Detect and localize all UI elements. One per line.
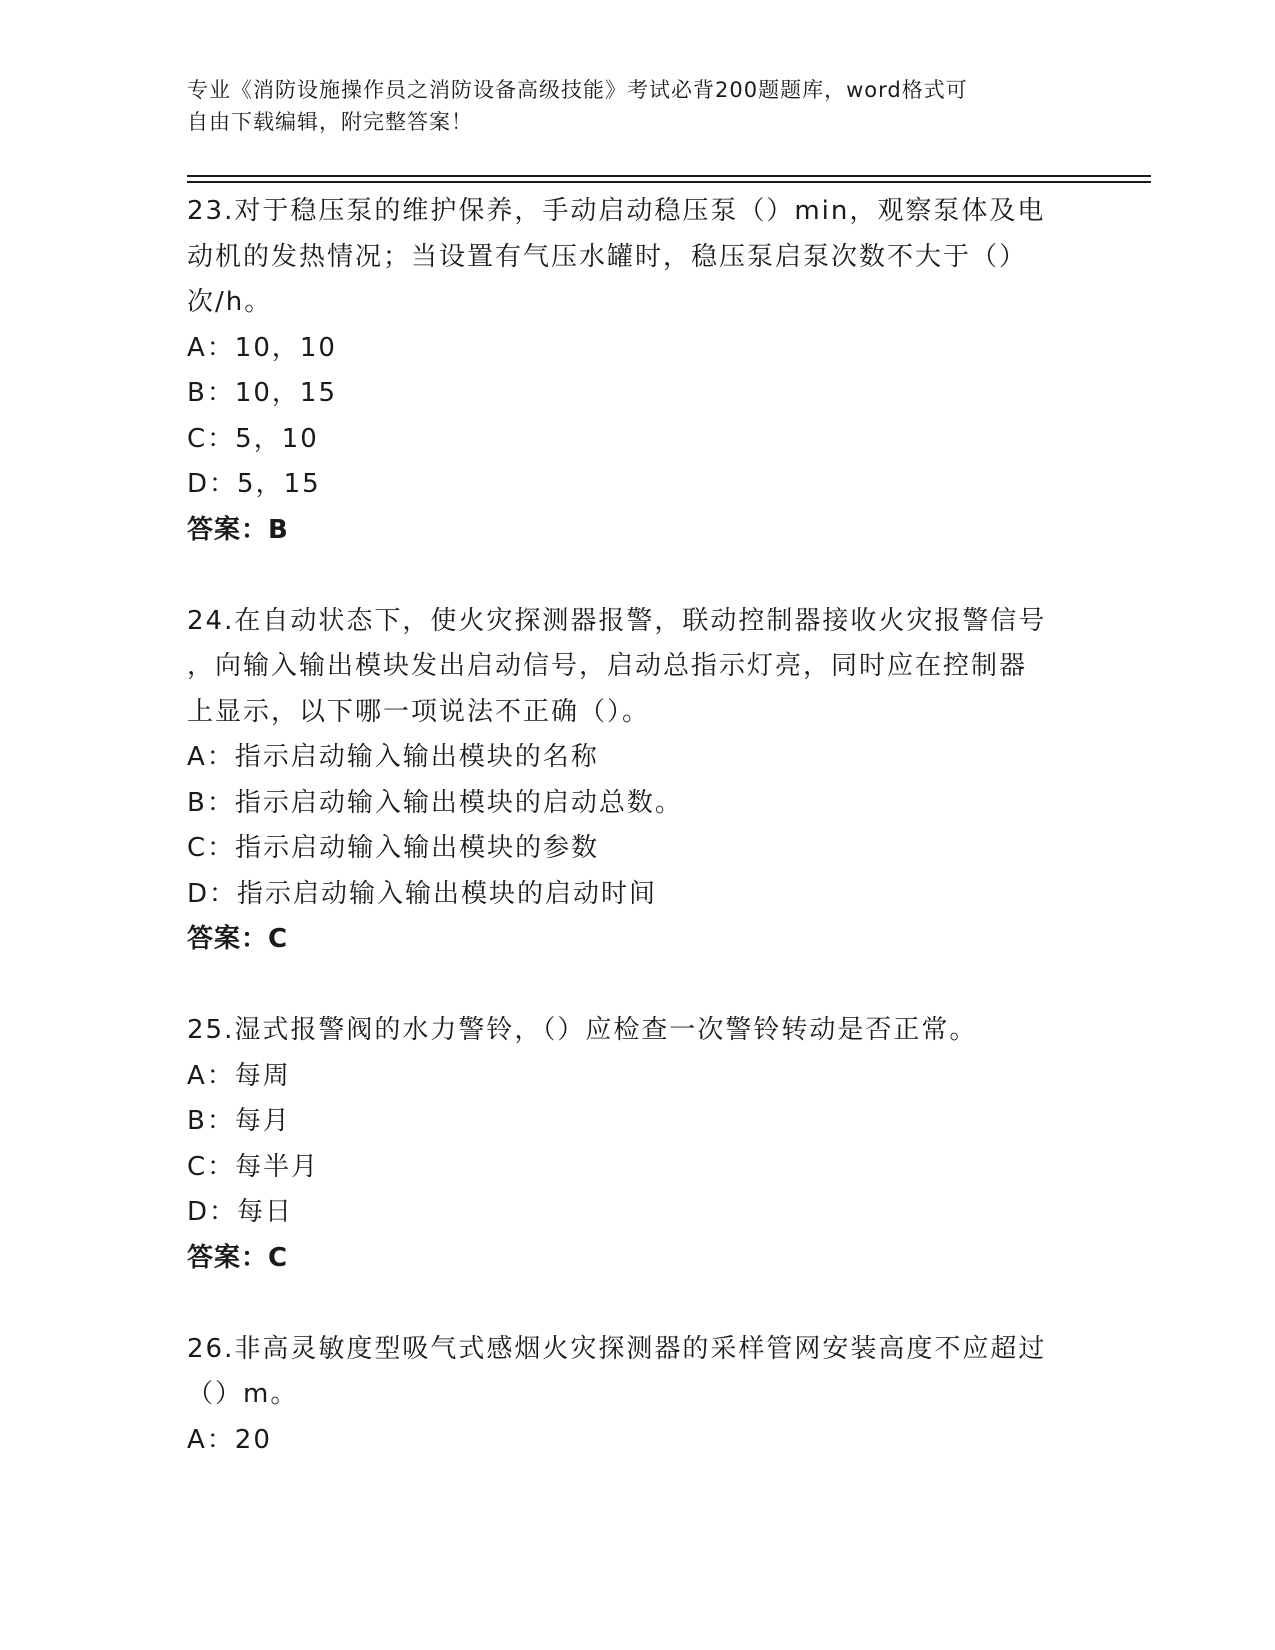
header-line-2: 自由下载编辑，附完整答案！ xyxy=(187,110,473,134)
option-d: D：5，15 xyxy=(187,469,321,499)
question-spacer xyxy=(187,553,1087,599)
document-header xyxy=(187,74,1067,138)
option-d: D：指示启动输入输出模块的启动时间 xyxy=(187,878,658,909)
question-24 xyxy=(187,599,1087,963)
option-c: C：5，10 xyxy=(187,423,319,454)
question-text-line: 动机的发热情况；当设置有气压水罐时，稳压泵启泵次数不大于（） xyxy=(187,241,1028,272)
question-text-line: （）m。 xyxy=(187,1379,299,1409)
question-list xyxy=(187,189,1087,1463)
header-line-1: 专业《消防设施操作员之消防设备高级技能》考试必背200题题库，word格式可 xyxy=(187,78,968,102)
option-d: D：每日 xyxy=(187,1197,294,1227)
question-text-line: 24.在自动状态下，使火灾探测器报警，联动控制器接收火灾报警信号 xyxy=(187,605,1047,636)
question-25 xyxy=(187,1008,1087,1281)
option-a: A：指示启动输入输出模块的名称 xyxy=(187,742,599,772)
option-c: C：指示启动输入输出模块的参数 xyxy=(187,833,600,863)
question-text-line: 上显示，以下哪一项说法不正确（）。 xyxy=(187,696,651,727)
question-text-line: 23.对于稳压泵的维护保养，手动启动稳压泵（）min，观察泵体及电 xyxy=(187,196,1046,226)
header-divider-bottom xyxy=(187,181,1151,183)
option-a: A：20 xyxy=(187,1424,272,1455)
question-text-line: ，向输入输出模块发出启动信号，启动总指示灯亮，同时应在控制器 xyxy=(187,651,1028,681)
question-spacer xyxy=(187,1281,1087,1327)
option-a: A：每周 xyxy=(187,1060,291,1091)
option-b: B：指示启动输入输出模块的启动总数。 xyxy=(187,787,683,818)
question-text-line: 次/h。 xyxy=(187,287,273,317)
question-23 xyxy=(187,189,1087,553)
question-text-line: 26.非高灵敏度型吸气式感烟火灾探测器的采样管网安装高度不应超过 xyxy=(187,1333,1047,1364)
option-b: B：10，15 xyxy=(187,378,338,408)
answer-line: 答案：C xyxy=(187,924,289,954)
question-text-line: 25.湿式报警阀的水力警铃，（）应检查一次警铃转动是否正常。 xyxy=(187,1015,978,1045)
question-26 xyxy=(187,1327,1087,1464)
option-a: A：10，10 xyxy=(187,332,337,363)
question-spacer xyxy=(187,963,1087,1009)
answer-line: 答案：C xyxy=(187,1242,289,1273)
answer-line: 答案：B xyxy=(187,514,289,545)
option-b: B：每月 xyxy=(187,1106,291,1136)
option-c: C：每半月 xyxy=(187,1151,320,1182)
header-divider-top xyxy=(187,175,1151,177)
